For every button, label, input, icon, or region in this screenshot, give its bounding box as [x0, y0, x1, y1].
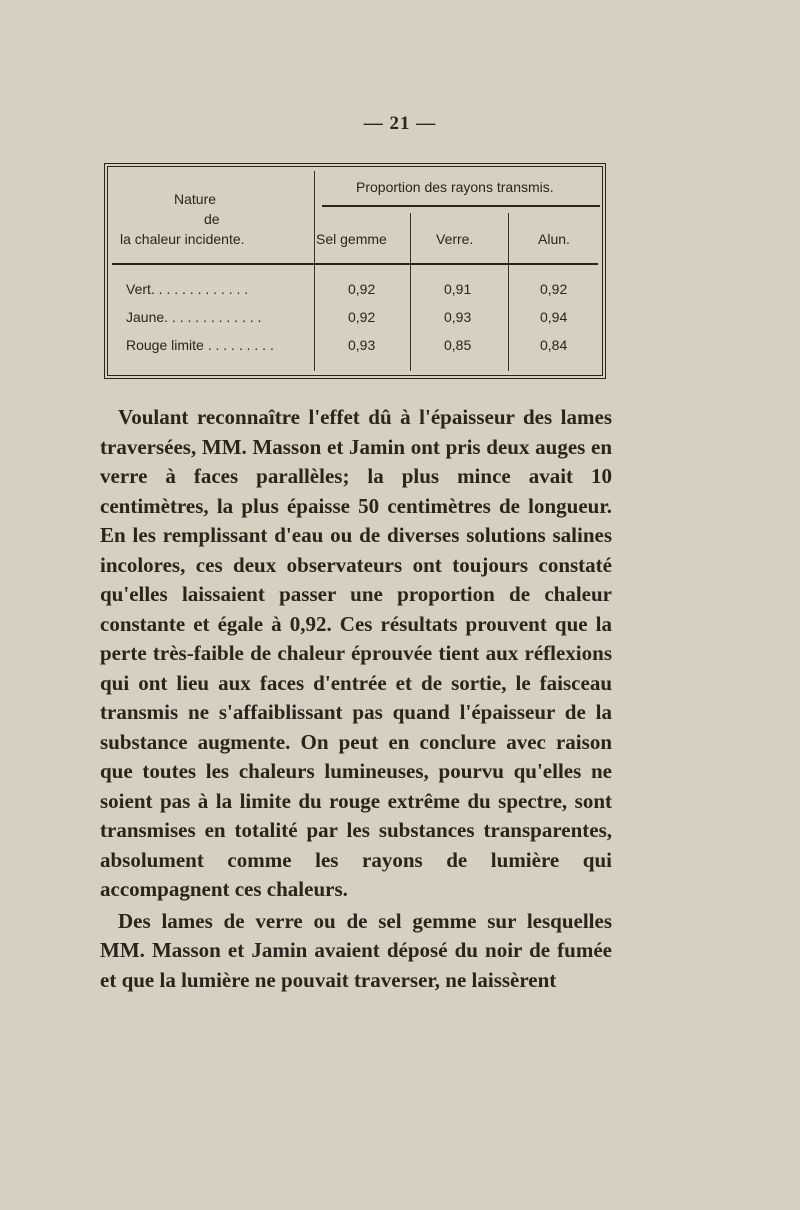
subheader-verre: Verre.: [436, 231, 474, 247]
paragraph-2: Des lames de verre ou de sel gemme sur lesquelles MM. Masson et Jamin avaient déposé du noir de fumée et que la lumière ne pouvait traverser, ne laissèrent: [100, 908, 612, 992]
subheader-alun: Alun.: [538, 231, 570, 247]
data-table: [104, 163, 606, 379]
brace-line: [322, 205, 600, 207]
column-divider-3: [508, 213, 509, 371]
col1-header-line1: Nature: [174, 191, 217, 207]
col1-header-line3: la chaleur incidente.: [120, 231, 245, 247]
cell-vert-verre: 0,91: [444, 281, 472, 297]
cell-vert-sel-gemme: 0,92: [348, 281, 376, 297]
column-divider-1: [314, 171, 315, 371]
cell-jaune-verre: 0,93: [444, 309, 472, 325]
subheader-sel-gemme: Sel gemme: [316, 231, 387, 247]
body-text: [100, 403, 612, 995]
row-label-jaune: Jaune. . . . . . . . . . . . .: [126, 309, 262, 325]
cell-jaune-alun: 0,94: [540, 309, 568, 325]
row-label-rouge-limite: Rouge limite . . . . . . . . .: [126, 337, 274, 353]
cell-vert-alun: 0,92: [540, 281, 568, 297]
page-number: — 21 —: [363, 113, 437, 134]
cell-rouge-alun: 0,84: [540, 337, 568, 353]
row-label-vert: Vert. . . . . . . . . . . . .: [126, 281, 249, 297]
header-separator: [112, 263, 598, 265]
col1-header-line2: de: [204, 211, 220, 227]
column-divider-2: [410, 213, 411, 371]
cell-rouge-sel-gemme: 0,93: [348, 337, 376, 353]
cell-jaune-sel-gemme: 0,92: [348, 309, 376, 325]
group-header: Proportion des rayons transmis.: [356, 179, 554, 195]
cell-rouge-verre: 0,85: [444, 337, 472, 353]
paragraph-1: Voulant reconnaître l'effet dû à l'épaisseur des lames traversées, MM. Masson et Jamin ont pris deux auges en verre à faces parallèles; la plus mince avait 10 centimètres, la plus épaisse 50 centimètres de longueur. En les remplissant d'eau ou de diverses solutions salines incolores, ces deux observateurs ont toujours constaté qu'elles laissaient passer une proportion de chaleur constante et égale à 0,92. Ces résultats prouvent que la perte très-faible de chaleur éprouvée tient aux réflexions qui ont lieu aux faces d'entrée et de sortie, le faisceau transmis ne s'affaiblissant pas quand l'épaisseur de la substance augmente. On peut en conclure avec raison que toutes les chaleurs lumineuses, pourvu qu'elles ne soient pas à la limite du rouge extrême du spectre, sont transmises en totalité par les substances transparentes, absolument comme les rayons de lumière qui accompagnent ces chaleurs.: [100, 405, 612, 901]
